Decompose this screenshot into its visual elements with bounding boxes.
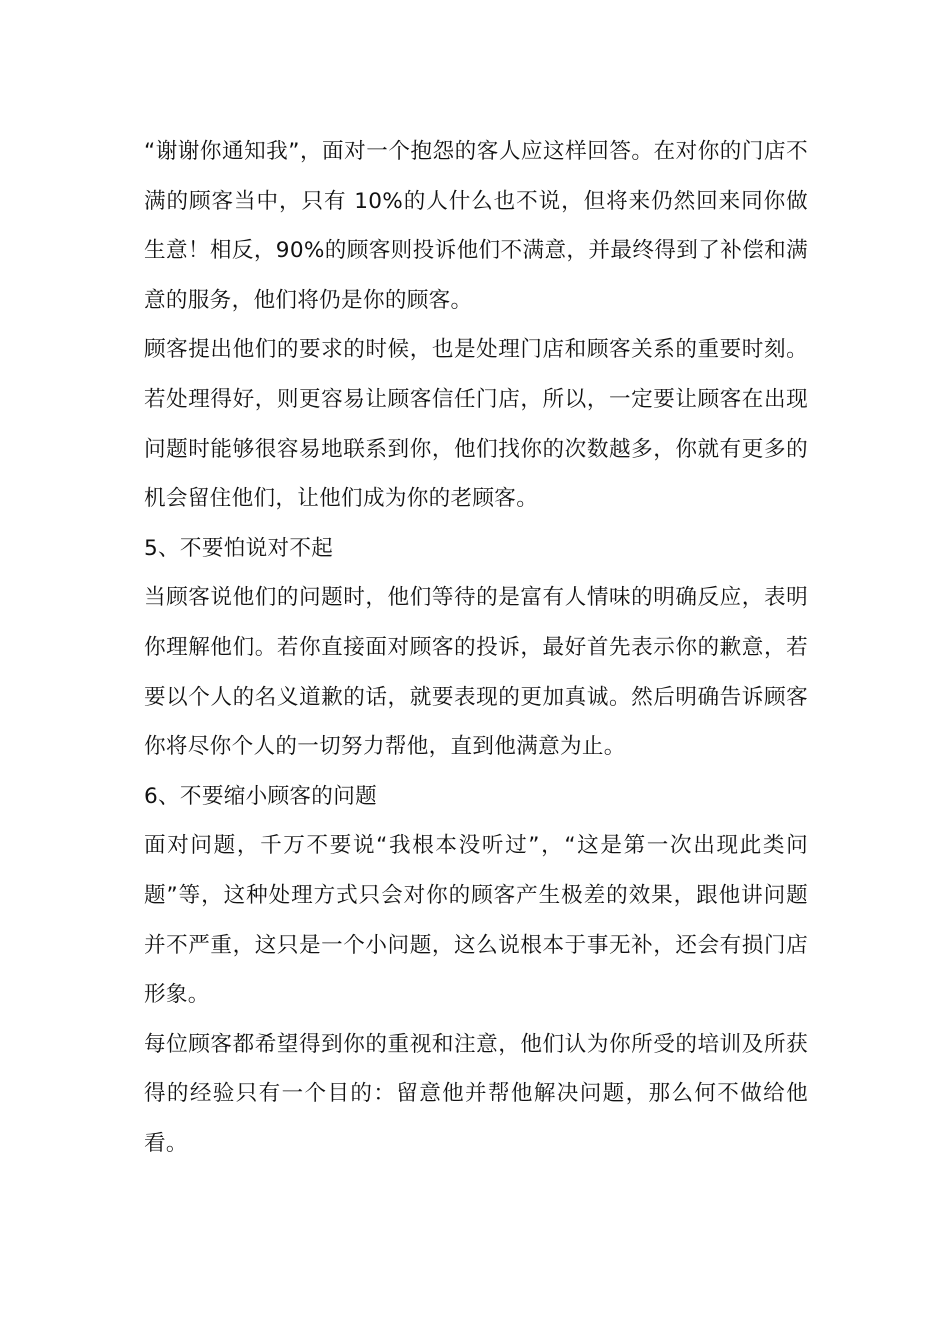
paragraph-complaint-thanks: “谢谢你通知我”，面对一个抱怨的客人应这样回答。在对你的门店不满的顾客当中，只有 10%的人什么也不说，但将来仍然回来同你做生意！相反，90%的顾客则投诉他们不满意，并最终得到了补偿和满意的服务，他们将仍是你的顾客。 <box>144 139 808 313</box>
section-heading-6: 6、不要缩小顾客的问题 <box>144 783 377 809</box>
document-body <box>144 127 808 1168</box>
paragraph-dont-minimize: 面对问题，千万不要说“我根本没听过”，“这是第一次出现此类问题”等，这种处理方式只会对你的顾客产生极差的效果，跟他讲问题并不严重，这只是一个小问题，这么说根本于事无补，还会有损门店形象。 <box>144 833 808 1008</box>
paragraph-apologize: 当顾客说他们的问题时，他们等待的是富有人情味的明确反应，表明你理解他们。若你直接面对顾客的投诉，最好首先表示你的歉意，若要以个人的名义道歉的话，就要表现的更加真诚。然后明确告诉顾客你将尽你个人的一切努力帮他，直到他满意为止。 <box>144 585 808 760</box>
paragraph-customer-requests: 顾客提出他们的要求的时候，也是处理门店和顾客关系的重要时刻。若处理得好，则更容易让顾客信任门店，所以，一定要让顾客在出现问题时能够很容易地联系到你，他们找你的次数越多，你就有更多的机会留住他们，让他们成为你的老顾客。 <box>144 337 808 512</box>
section-heading-5: 5、不要怕说对不起 <box>144 535 334 561</box>
paragraph-attention: 每位顾客都希望得到你的重视和注意，他们认为你所受的培训及所获得的经验只有一个目的：留意他并帮他解决问题，那么何不做给他看。 <box>144 1031 808 1156</box>
